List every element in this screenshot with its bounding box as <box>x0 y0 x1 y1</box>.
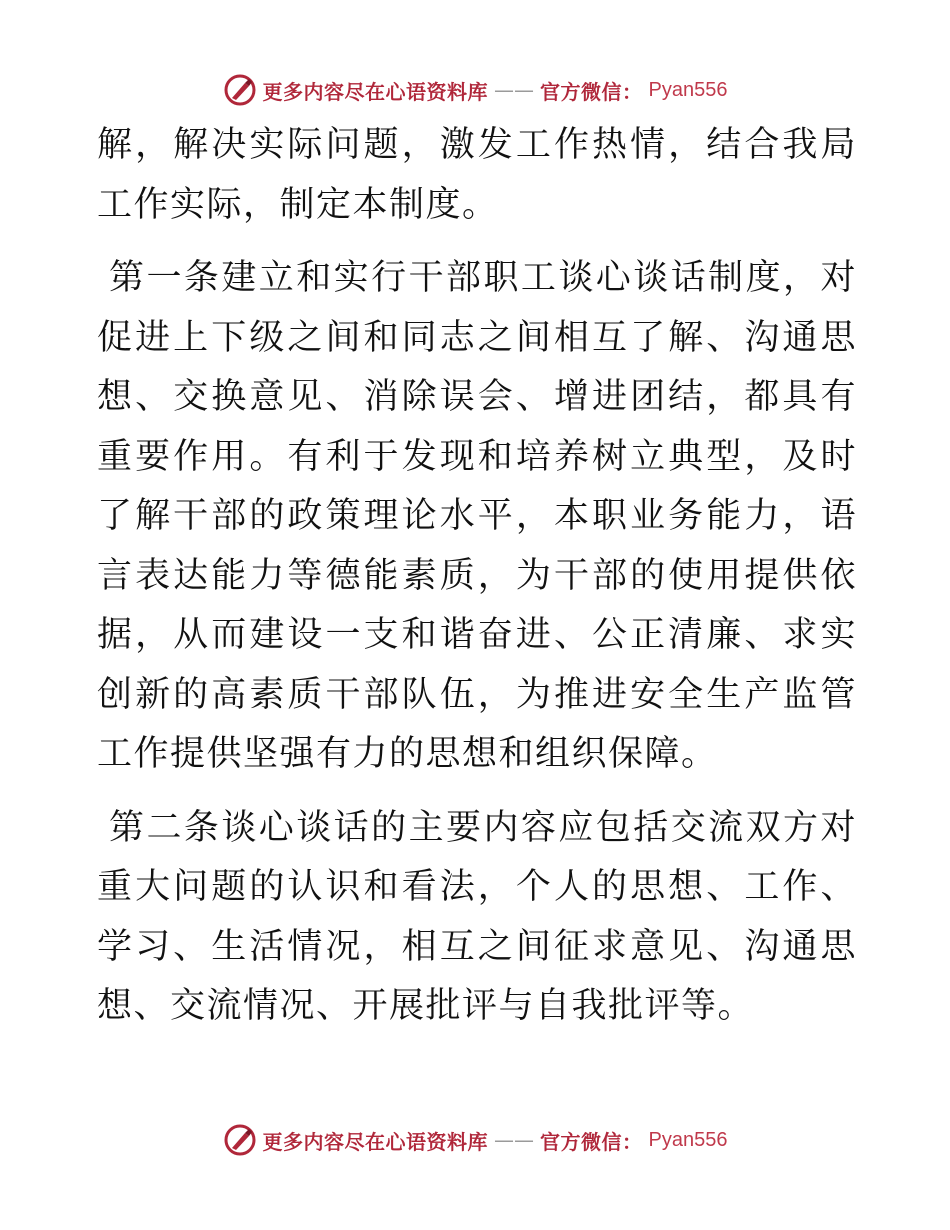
watermark-brand-text: 更多内容尽在心语资料库 <box>262 79 489 104</box>
watermark-dash: —— <box>494 78 535 102</box>
watermark-wechat-id: Pyan556 <box>648 78 728 101</box>
document-body <box>97 116 857 1037</box>
pen-circle-logo-icon <box>223 1123 257 1157</box>
watermark-dash: —— <box>494 1128 535 1152</box>
paragraph-article-2: 第二条谈心谈话的主要内容应包括交流双方对重大问题的认识和看法，个人的思想、工作、学习、生活情况，相互之间征求意见、沟通思想、交流情况、开展批评与自我批评等。 <box>97 807 857 1026</box>
watermark-prefix: 官方微信： <box>540 1129 643 1154</box>
watermark-wechat-id: Pyan556 <box>648 1128 728 1151</box>
watermark-brand-text: 更多内容尽在心语资料库 <box>262 1129 489 1154</box>
watermark-prefix: 官方微信： <box>540 79 643 104</box>
header-watermark <box>0 70 950 110</box>
paragraph-continuation: 解，解决实际问题，激发工作热情，结合我局工作实际，制定本制度。 <box>97 125 857 225</box>
pen-circle-logo-icon <box>223 73 257 107</box>
footer-watermark <box>0 1120 950 1160</box>
paragraph-article-1: 第一条建立和实行干部职工谈心谈话制度，对促进上下级之间和同志之间相互了解、沟通思想、交换意见、消除误会、增进团结，都具有重要作用。有利于发现和培养树立典型，及时了解干部的政策理论水平，本职业务能力，语言表达能力等德能素质，为干部的使用提供依据，从而建设一支和谐奋进、公正清廉、求实创新的高素质干部队伍，为推进安全生产监管工作提供坚强有力的思想和组织保障。 <box>97 258 857 774</box>
